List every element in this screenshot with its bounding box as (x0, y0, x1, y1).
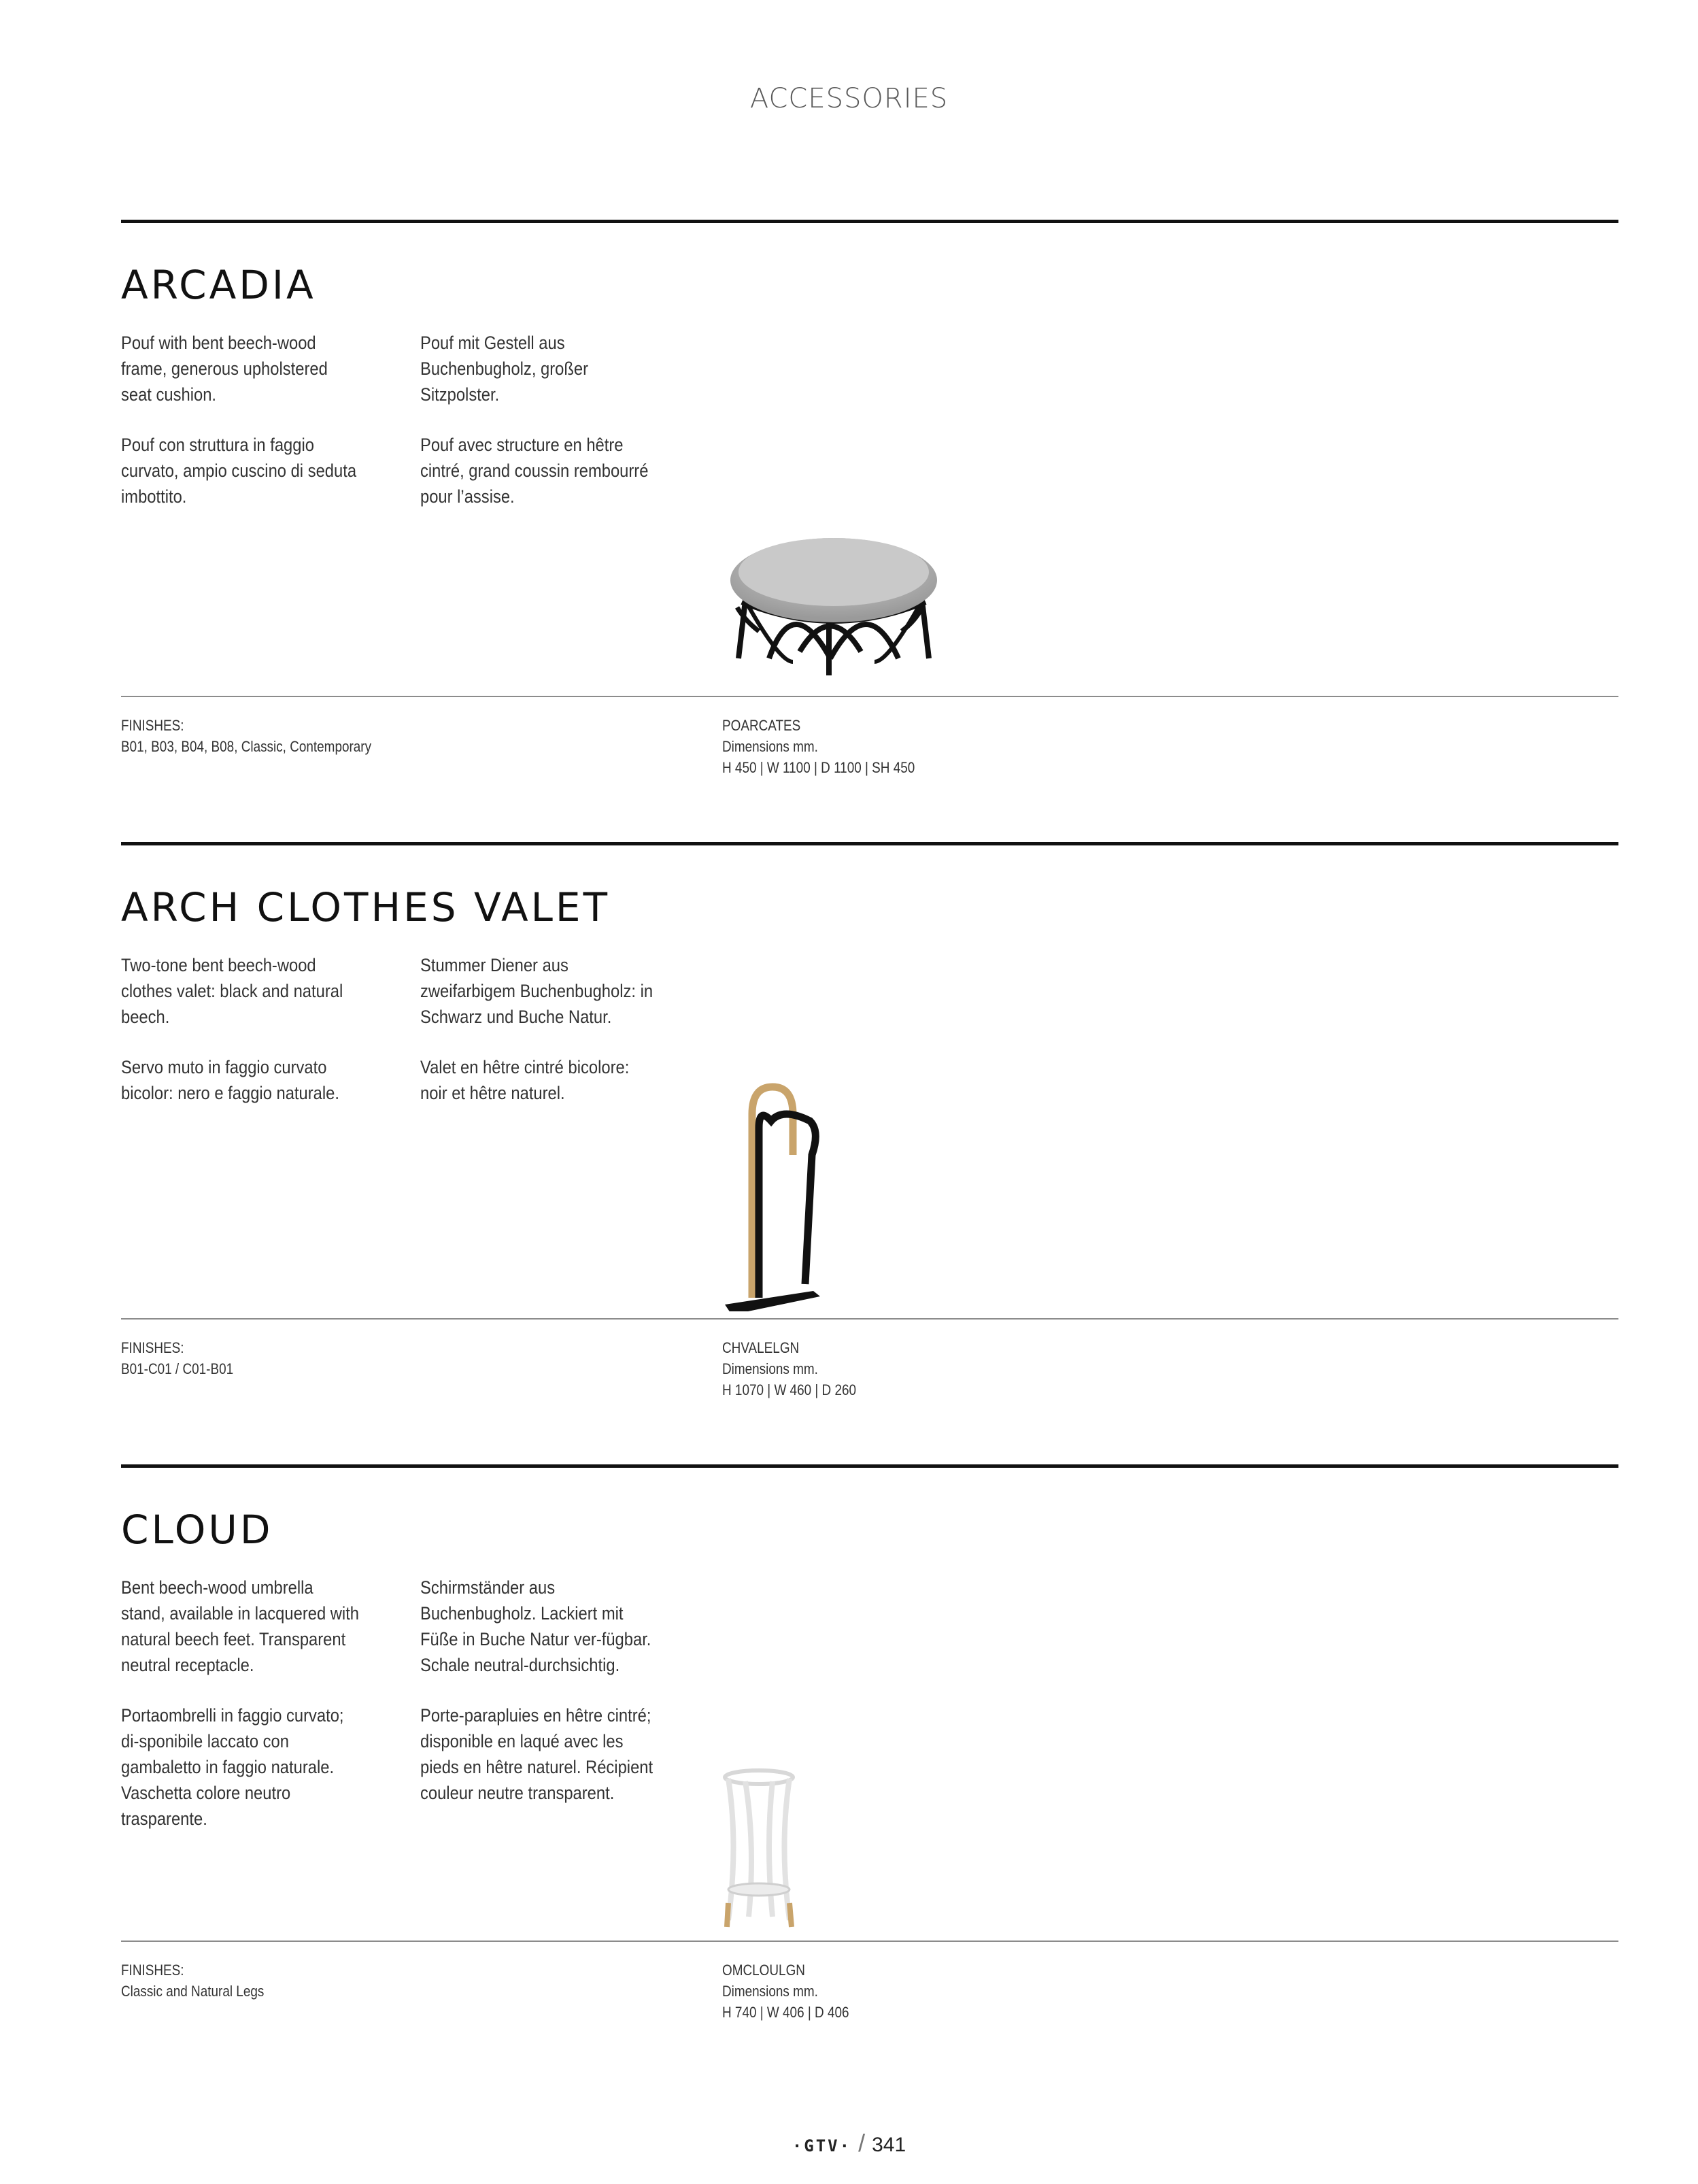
brand-logo: ·GTV· (792, 2136, 852, 2155)
footer-slash: / (858, 2129, 866, 2157)
description-english: Bent beech-wood umbrella stand, available in lacquered with natural beech feet. Transparent neutral receptacle. (121, 1577, 360, 1675)
product-code: POARCATES (722, 717, 801, 734)
page-number: 341 (872, 2134, 906, 2156)
spec-block (722, 1337, 856, 1400)
product-title: ARCADIA (121, 262, 316, 308)
finishes-value: B01, B03, B04, B08, Classic, Contemporary (121, 738, 372, 755)
spec-divider (121, 1941, 1618, 1942)
description-french: Pouf avec structure en hêtre cintré, grand coussin rembourré pour l’assise. (420, 435, 649, 507)
product-code: CHVALELGN (722, 1339, 800, 1356)
clothes-valet-icon (718, 1080, 1126, 1311)
finishes-block (121, 715, 371, 757)
description-english: Two-tone bent beech-wood clothes valet: black and natural beech. (121, 955, 343, 1027)
finishes-label: FINISHES: (121, 1962, 184, 1979)
finishes-block (121, 1337, 233, 1379)
dimensions-label: Dimensions mm. (722, 738, 818, 755)
finishes-value: B01-C01 / C01-B01 (121, 1360, 234, 1377)
description-german: Stummer Diener aus zweifarbigem Buchenbugholz: in Schwarz und Buche Natur. (420, 955, 653, 1027)
section-divider (121, 842, 1618, 845)
umbrella-stand-icon (718, 1764, 1126, 1934)
description-italian: Servo muto in faggio curvato bicolor: nero e faggio naturale. (121, 1057, 339, 1103)
dimensions-value: H 450 | W 1100 | D 1100 | SH 450 (722, 759, 915, 776)
dimensions-label: Dimensions mm. (722, 1360, 818, 1377)
arcadia-pouf-icon (718, 519, 1126, 682)
dimensions-value: H 1070 | W 460 | D 260 (722, 1381, 857, 1398)
spec-divider (121, 696, 1618, 697)
product-title: CLOUD (121, 1507, 273, 1553)
description-german: Pouf mit Gestell aus Buchenbugholz, großer Sitzpolster. (420, 333, 589, 405)
page-category-header: ACCESSORIES (749, 83, 949, 114)
product-section-cloud (121, 1464, 1618, 2077)
spec-divider (121, 1318, 1618, 1320)
description-french: Valet en hêtre cintré bicolore: noir et hêtre naturel. (420, 1057, 630, 1103)
section-divider (121, 1464, 1618, 1468)
product-section-arch-clothes-valet (121, 842, 1618, 1454)
description-english: Pouf with bent beech-wood frame, generous upholstered seat cushion. (121, 333, 328, 405)
finishes-label: FINISHES: (121, 1339, 184, 1356)
dimensions-label: Dimensions mm. (722, 1983, 818, 2000)
product-title: ARCH CLOTHES VALET (121, 884, 611, 930)
description-italian: Portaombrelli in faggio curvato; di-sponibile laccato con gambaletto in faggio naturale. Vaschetta colore neutro trasparente. (121, 1705, 344, 1829)
finishes-value: Classic and Natural Legs (121, 1983, 265, 2000)
page-footer (0, 2129, 1698, 2157)
product-code: OMCLOULGN (722, 1962, 805, 1979)
description-german: Schirmständer aus Buchenbugholz. Lackiert mit Füße in Buche Natur ver-fügbar. Schale neutral-durchsichtig. (420, 1577, 651, 1675)
finishes-label: FINISHES: (121, 717, 184, 734)
description-french: Porte-parapluies en hêtre cintré; disponible en laqué avec les pieds en hêtre naturel. Récipient couleur neutre transparent. (420, 1705, 653, 1803)
spec-block (722, 715, 915, 778)
finishes-block (121, 1960, 264, 2002)
section-divider (121, 220, 1618, 223)
product-section-arcadia (121, 220, 1618, 832)
description-italian: Pouf con struttura in faggio curvato, ampio cuscino di seduta imbottito. (121, 435, 357, 507)
dimensions-value: H 740 | W 406 | D 406 (722, 2004, 849, 2021)
spec-block (722, 1960, 849, 2023)
